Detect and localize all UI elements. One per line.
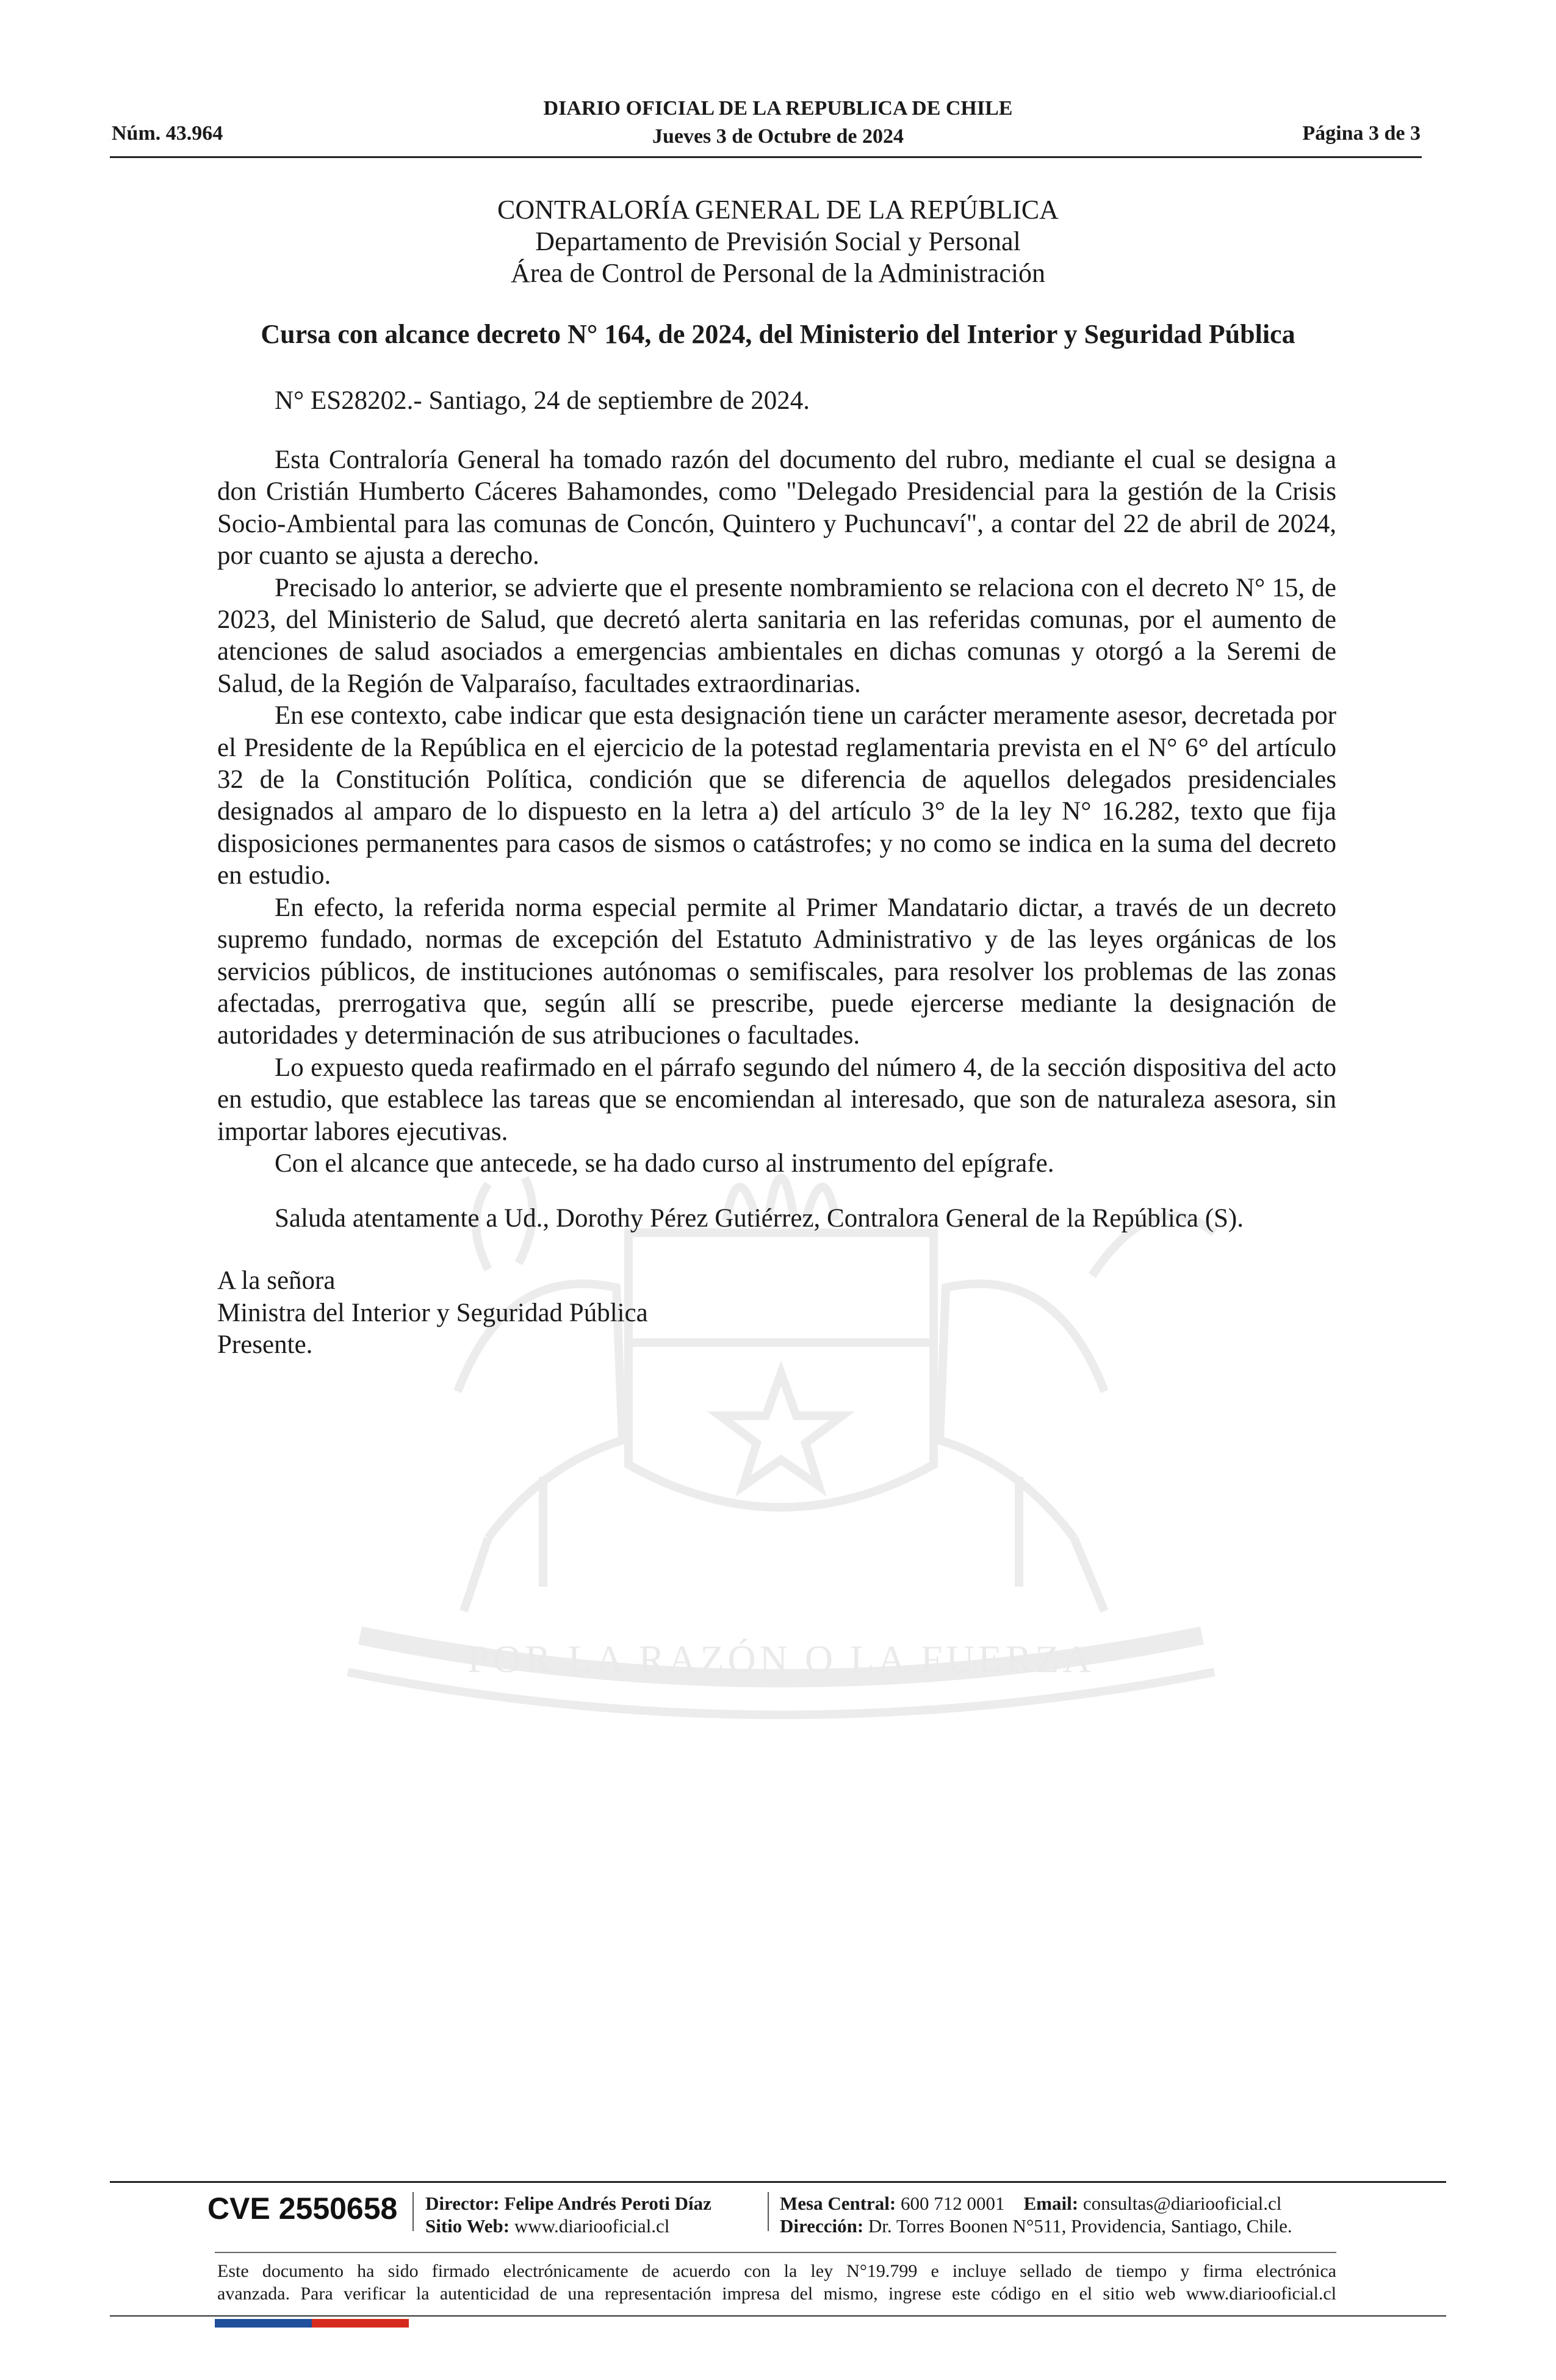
flag-color-bar	[215, 2319, 409, 2328]
legal-notice	[217, 2260, 1336, 2305]
publication-date: Jueves 3 de Octubre de 2024	[652, 125, 904, 148]
issuing-institution	[0, 194, 1556, 289]
body-paragraph: Precisado lo anterior, se advierte que el presente nombramiento se relaciona con el decreto N° 15, de 2023, del Ministerio de Salud, que decretó alerta sanitaria en las referidas comunas, por el aumento de atenciones de salud asociados a emergencias ambientales en dichas comunas y otorgó a la Seremi de Salud, de la Región de Valparaíso, facultades extraordinarias.	[217, 573, 1336, 698]
watermark-motto: POR LA RAZÓN O LA FUERZA	[467, 1637, 1095, 1681]
footer-divider-bottom	[110, 2315, 1446, 2317]
body-paragraph: Con el alcance que antecede, se ha dado curso al instrumento del epígrafe.	[275, 1149, 1054, 1178]
publication-name: DIARIO OFICIAL DE LA REPUBLICA DE CHILE	[543, 97, 1013, 120]
addressee-line: Presente.	[217, 1330, 313, 1359]
body-paragraph: Esta Contraloría General ha tomado razón del documento del rubro, mediante el cual se designa a don Cristián Humberto Cáceres Bahamondes, como "Delegado Presidencial para la gestión de la Crisis Socio-Ambiental para las comunas de Concón, Quintero y Puchuncaví", a contar del 22 de abril de 2024, por cuanto se ajusta a derecho.	[217, 445, 1336, 571]
address-value: Dr. Torres Boonen N°511, Providencia, Santiago, Chile.	[868, 2215, 1292, 2237]
header-divider	[110, 156, 1422, 158]
cve-code: CVE 2550658	[207, 2191, 398, 2226]
site-link[interactable]: www.diariooficial.cl	[514, 2215, 670, 2237]
document-reference: N° ES28202.- Santiago, 24 de septiembre de 2024.	[275, 386, 810, 415]
flag-segment	[264, 2319, 312, 2328]
body-paragraph: En efecto, la referida norma especial permite al Primer Mandatario dictar, a través de un decreto supremo fundado, normas de excepción del Estatuto Administrativo y de las leyes orgánicas de los servicios públicos, de instituciones autónomas o semifiscales, para resolver los problemas de las zonas afectadas, prerrogativa que, según allí se prescribe, puede ejercerse mediante la designación de autoridades y determinación de sus atribuciones o facultades.	[217, 893, 1336, 1050]
footer-separator	[412, 2192, 414, 2231]
flag-segment	[215, 2319, 264, 2328]
legal-line: avanzada. Para verificar la autenticidad de una representación impresa del mismo, ingrese este código en el sitio web www.diariooficial.cl	[217, 2284, 1336, 2304]
flag-segment	[361, 2319, 409, 2328]
footer-divider-mid	[215, 2252, 1336, 2253]
site-label: Sitio Web:	[425, 2215, 510, 2237]
closing-greeting: Saluda atentamente a Ud., Dorothy Pérez Gutiérrez, Contralora General de la República (S).	[275, 1204, 1244, 1233]
document-title: Cursa con alcance decreto N° 164, de 2024, del Ministerio del Interior y Seguridad Pública	[261, 319, 1295, 349]
email-label: Email:	[1023, 2193, 1079, 2214]
email-link[interactable]: consultas@diariooficial.cl	[1082, 2193, 1282, 2214]
address-label: Dirección:	[780, 2215, 864, 2237]
director-label: Director:	[425, 2193, 500, 2214]
addressee-line: Ministra del Interior y Seguridad Pública	[217, 1298, 648, 1327]
phone-label: Mesa Central:	[780, 2193, 896, 2214]
legal-line: Este documento ha sido firmado electrónicamente de acuerdo con la ley N°19.799 e incluye sellado de tiempo y firma electrónica	[217, 2261, 1336, 2281]
footer-contact-block	[780, 2192, 1292, 2237]
addressee-line: A la señora	[217, 1266, 336, 1295]
addressee-block	[217, 1265, 648, 1361]
body-paragraph: Lo expuesto queda reafirmado en el párrafo segundo del número 4, de la sección dispositiva del acto en estudio, que establece las tareas que se encomiendan al interesado, que son de naturaleza asesora, sin importar labores ejecutivas.	[217, 1053, 1336, 1146]
institution-name: CONTRALORÍA GENERAL DE LA REPÚBLICA	[497, 195, 1059, 225]
page-indicator: Página 3 de 3	[1302, 122, 1421, 145]
issue-number: Núm. 43.964	[112, 122, 223, 145]
footer-divider-top	[110, 2181, 1446, 2183]
institution-area: Área de Control de Personal de la Administración	[510, 258, 1046, 288]
flag-segment	[312, 2319, 361, 2328]
footer-director-block	[425, 2192, 711, 2237]
document-body	[217, 444, 1336, 1180]
footer-separator	[768, 2192, 769, 2231]
body-paragraph: En ese contexto, cabe indicar que esta designación tiene un carácter meramente asesor, decretada por el Presidente de la República en el ejercicio de la potestad reglamentaria prevista en el N° 6° del artículo 32 de la Constitución Política, condición que se diferencia de aquellos delegados presidenciales designados al amparo de lo dispuesto en la letra a) del artículo 3° de la ley N° 16.282, texto que fija disposiciones permanentes para casos de sismos o catástrofes; y no como se indica en la suma del decreto en estudio.	[217, 701, 1336, 890]
director-name: Felipe Andrés Peroti Díaz	[504, 2193, 711, 2214]
institution-department: Departamento de Previsión Social y Personal	[535, 226, 1021, 256]
phone-value: 600 712 0001	[901, 2193, 1005, 2214]
